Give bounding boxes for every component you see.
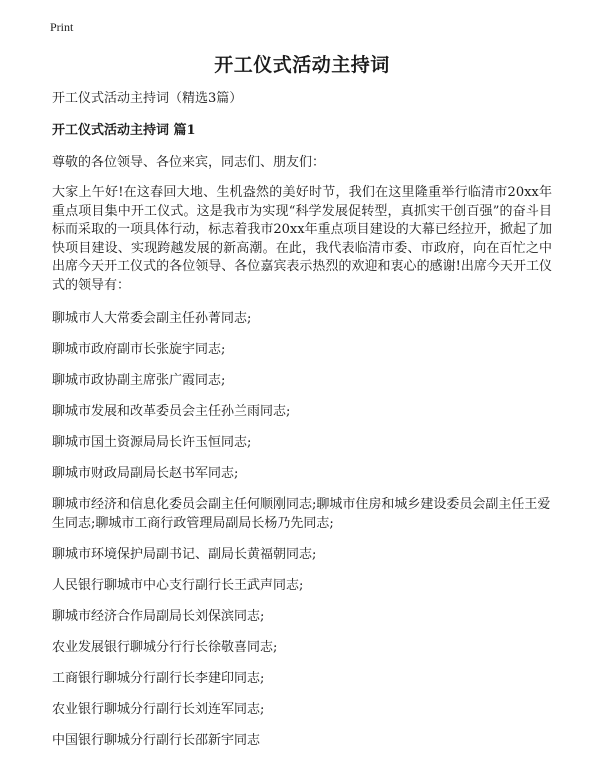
attendee-item: 聊城市经济和信息化委员会副主任何顺刚同志;聊城市住房和城乡建设委员会副主任王爱生同志;聊城市工商行政管理局副局长杨乃先同志; [52,497,551,531]
print-link[interactable]: Print [50,20,74,34]
attendee-item: 聊城市国土资源局局长许玉恒同志; [52,435,252,450]
attendee-item: 工商银行聊城分行副行长李建印同志; [52,670,265,686]
attendee-item: 聊城市财政局副局长赵书军同志; [52,466,239,481]
attendee-item: 农业发展银行聊城分行行长徐敬喜同志; [52,639,278,655]
attendee-item: 聊城市发展和改革委员会主任孙兰雨同志; [52,404,291,419]
greeting-paragraph: 尊敬的各位领导、各位来宾，同志们、朋友们： [52,155,326,170]
attendee-item: 中国银行聊城分行副行长邵新宇同志 [52,732,261,748]
attendee-item: 人民银行聊城市中心支行副行长王武声同志; [52,577,304,593]
document-body [52,48,552,750]
attendee-list [52,310,552,750]
attendee-item: 聊城市人大常委会副主任孙菁同志; [52,311,252,326]
section-heading: 开工仪式活动主持词 篇1 [52,123,196,138]
document-subtitle: 开工仪式活动主持词（精选3篇） [52,91,243,106]
attendee-item: 聊城市政府副市长张旋宇同志; [52,342,226,357]
attendee-item: 农业银行聊城分行副行长刘连军同志; [52,701,265,717]
page-title: 开工仪式活动主持词 [214,54,390,76]
attendee-item: 聊城市经济合作局副局长刘保滨同志; [52,608,265,624]
attendee-item: 聊城市政协副主席张广霞同志; [52,373,226,388]
intro-paragraph: 大家上午好!在这春回大地、生机盎然的美好时节，我们在这里隆重举行临清市20xx年重点项目集中开工仪式。这是我市为实现“科学发展促转型，真抓实干创百强”的奋斗目标而采取的一项具体行动，标志着我市20xx年重点项目建设的大幕已经拉开，掀起了加快项目建设、实现跨越发展的新高潮。在此，我代表临清市委、市政府，向在百忙之中出席今天开工仪式的各位领导、各位嘉宾表示热烈的欢迎和衷心的感谢!出席今天开工仪式的领导有： [52,185,552,293]
attendee-item: 聊城市环境保护局副书记、副局长黄福朝同志; [52,546,317,562]
